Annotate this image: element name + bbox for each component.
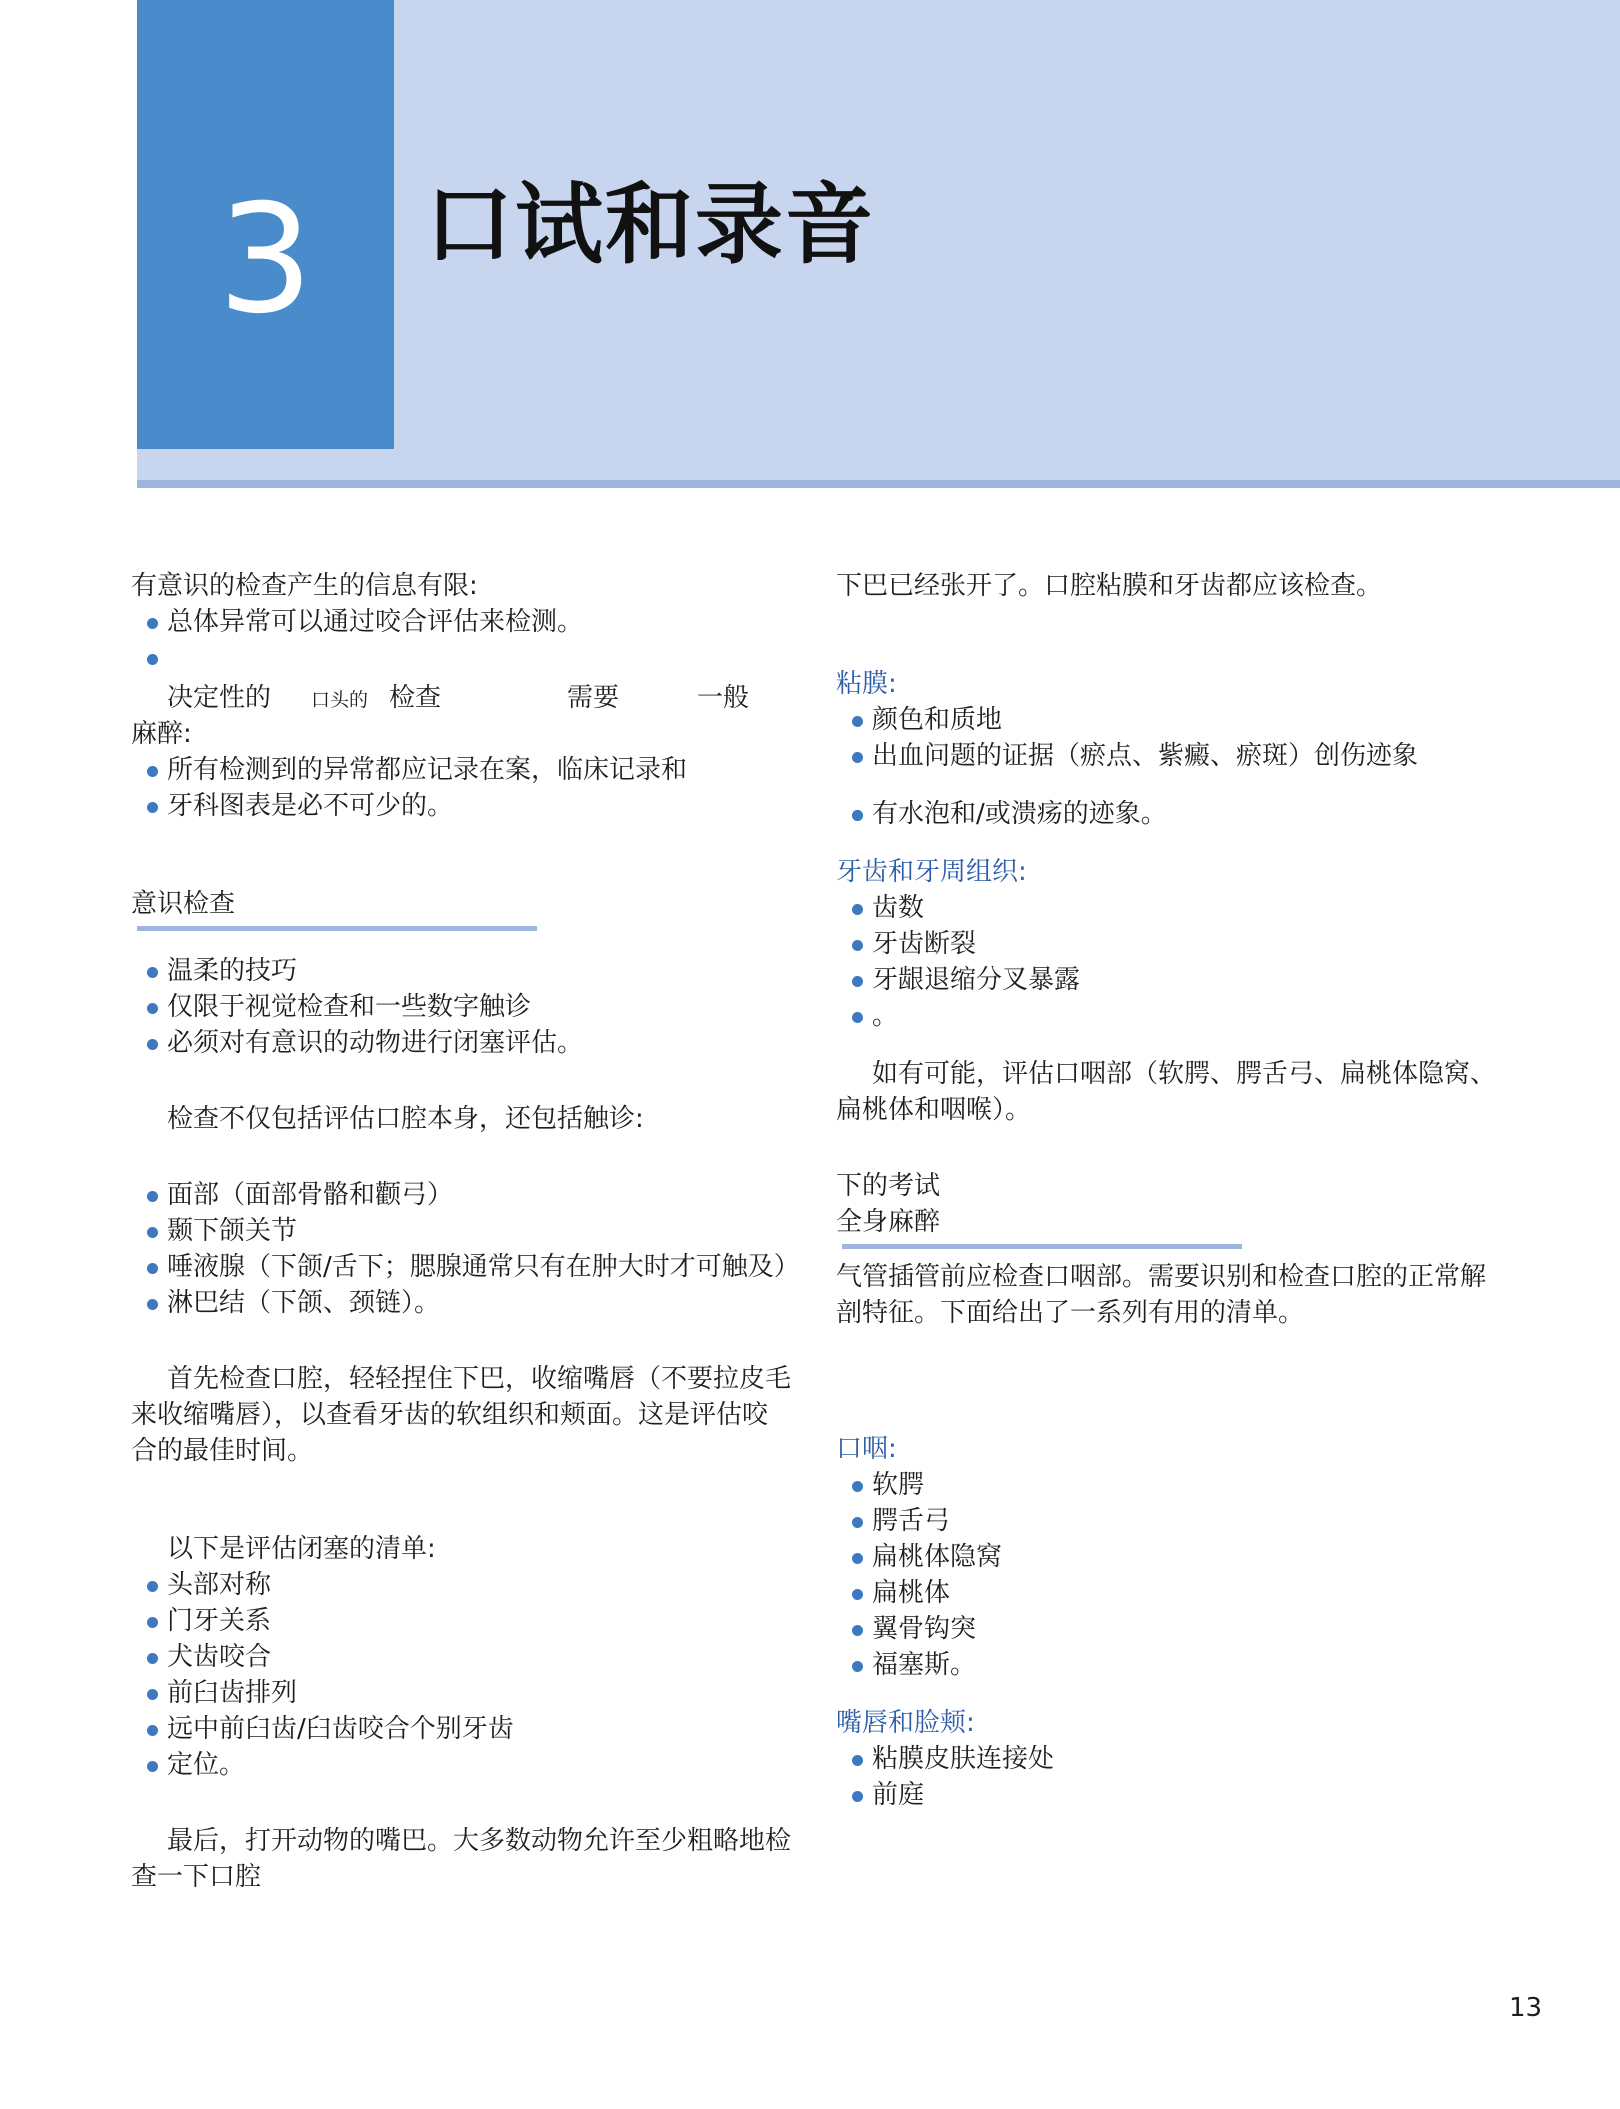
list-item: 前庭 (852, 1777, 1496, 1813)
word: 检查 (389, 683, 442, 713)
chapter-number: 3 (217, 173, 314, 347)
header-divider (137, 480, 1620, 488)
continuation-paragraph: 下巴已经张开了。口腔粘膜和牙齿都应该检查。 (836, 571, 1383, 601)
list-item: 牙科图表是必不可少的。 (147, 788, 791, 824)
definitive-exam-tail: 麻醉: (131, 719, 192, 749)
list-item: 淋巴结（下颌、颈链）。 (147, 1285, 791, 1321)
list-item: 必须对有意识的动物进行闭塞评估。 (147, 1025, 791, 1061)
list-item: 翼骨钩突 (852, 1611, 1496, 1647)
oropharynx-paragraph: 如有可能，评估口咽部（软腭、腭舌弓、扁桃体隐窝、扁桃体和咽喉）。 (836, 1059, 1497, 1125)
word: 口头的 (311, 689, 369, 711)
lips-heading: 嘴唇和脸颊: (836, 1708, 975, 1738)
anesthesia-exam-heading-line2: 全身麻醉 (836, 1207, 941, 1237)
final-paragraph: 最后，打开动物的嘴巴。大多数动物允许至少粗略地检查一下口腔 (131, 1826, 792, 1892)
list-item: 福塞斯。 (852, 1647, 1496, 1683)
checklist-intro: 以下是评估闭塞的清单: (167, 1534, 436, 1564)
conscious-exam-heading: 意识检查 (131, 889, 236, 919)
list-item: 腭舌弓 (852, 1503, 1496, 1539)
definitive-exam-line (131, 680, 791, 716)
first-step-paragraph: 首先检查口腔，轻轻捏住下巴，收缩嘴唇（不要拉皮毛来收缩嘴唇），以查看牙齿的软组织和颊面。这是评估咬合的最佳时间。 (131, 1364, 792, 1466)
teeth-heading: 牙齿和牙周组织: (836, 857, 1027, 887)
conscious-bullet-list (131, 953, 791, 1061)
page-number: 13 (1509, 1993, 1543, 2023)
list-item: 粘膜皮肤连接处 (852, 1741, 1496, 1777)
list-item: 门牙关系 (147, 1603, 791, 1639)
list-item: 温柔的技巧 (147, 953, 791, 989)
palpation-intro: 检查不仅包括评估口腔本身，还包括触诊: (167, 1104, 644, 1134)
list-item: 前臼齿排列 (147, 1675, 791, 1711)
anesthesia-exam-heading-line1: 下的考试 (836, 1171, 941, 1201)
word: 需要 (567, 683, 620, 713)
intro-bullet-list (131, 604, 791, 640)
left-column (131, 568, 800, 1895)
list-item: 总体异常可以通过咬合评估来检测。 (147, 604, 791, 640)
list-item: 软腭 (852, 1467, 1496, 1503)
watermark (0, 305, 80, 335)
intro-text: 有意识的检查产生的信息有限: (131, 571, 478, 601)
lips-bullet-list (836, 1741, 1496, 1813)
list-item: 扁桃体隐窝 (852, 1539, 1496, 1575)
list-item: 牙龈退缩分叉暴露 (852, 962, 1496, 998)
list-item: 仅限于视觉检查和一些数字触诊 (147, 989, 791, 1025)
list-item: 唾液腺（下颌/舌下；腮腺通常只有在肿大时才可触及） (147, 1249, 791, 1285)
list-item: 牙齿断裂 (852, 926, 1496, 962)
list-item: 齿数 (852, 890, 1496, 926)
list-item: 所有检测到的异常都应记录在案，临床记录和 (147, 752, 791, 788)
list-item: 扁桃体 (852, 1575, 1496, 1611)
word: 决定性的 (167, 683, 272, 713)
list-item: 颞下颌关节 (147, 1213, 791, 1249)
word: 一般 (697, 683, 750, 713)
list-item: 定位。 (147, 1747, 791, 1783)
pharynx-heading: 口咽: (836, 1434, 897, 1464)
list-item: 犬齿咬合 (147, 1639, 791, 1675)
chapter-title: 口试和录音 (425, 173, 876, 276)
list-item: 颜色和质地 (852, 702, 1496, 738)
definitive-bullet-list (131, 752, 791, 824)
mucosa-bullet-list-continued (836, 796, 1496, 832)
list-item: 远中前臼齿/臼齿咬合个别牙齿 (147, 1711, 791, 1747)
anesthesia-exam-paragraph: 气管插管前应检查口咽部。需要识别和检查口腔的正常解剖特征。下面给出了一系列有用的清单。 (836, 1262, 1487, 1328)
mucosa-heading: 粘膜: (836, 669, 897, 699)
right-column (836, 568, 1496, 1813)
pharynx-bullet-list (836, 1467, 1496, 1683)
occlusion-checklist (131, 1567, 791, 1783)
list-item: 出血问题的证据（瘀点、紫癜、瘀斑）创伤迹象 (852, 738, 1496, 774)
teeth-bullet-list (836, 890, 1496, 1034)
list-item: 。 (852, 998, 1496, 1034)
list-item: 面部（面部骨骼和颧弓） (147, 1177, 791, 1213)
palpation-bullet-list (131, 1177, 800, 1321)
list-item: 有水泡和/或溃疡的迹象。 (852, 796, 1496, 832)
mucosa-bullet-list (836, 702, 1496, 774)
list-item: 头部对称 (147, 1567, 791, 1603)
